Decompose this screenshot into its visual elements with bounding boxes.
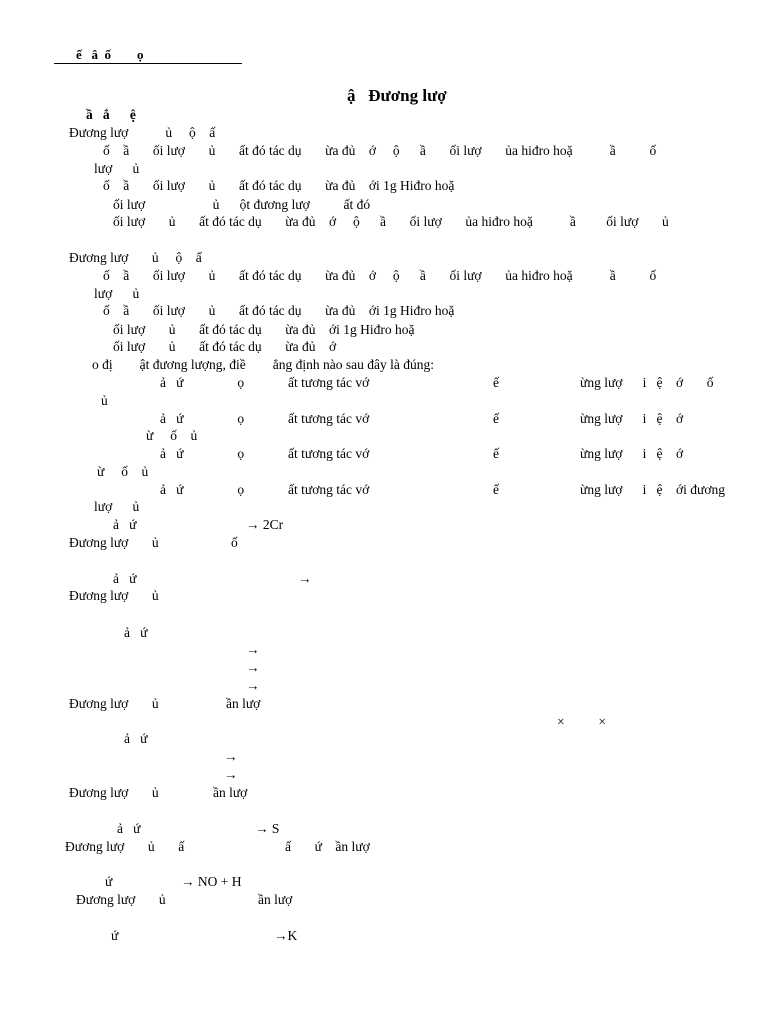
text-line: ối lượ ủ ất đó tác dụ ừa đủ ớ ộ ầ ối lượ ủa hiđro hoặ ầ ối lượ ủ (113, 214, 669, 229)
text-line: ả ứ (113, 517, 137, 532)
text-line: Đương lượ ủ (76, 892, 166, 907)
text-line: ừ ố ủ (97, 464, 149, 479)
header-rule (54, 63, 242, 64)
text-line: ố (231, 535, 238, 550)
text-line: ả ứ ọ ất tương tác vớ (160, 482, 370, 497)
text-line: lượ ủ (94, 286, 140, 301)
text-line: ế (493, 375, 499, 390)
text-line: ứ (105, 874, 113, 889)
text-line: Đương lượ ủ (69, 588, 159, 603)
text-line: ừ ố ủ (146, 428, 198, 443)
text-line: ả ứ ọ ất tương tác vớ (160, 446, 370, 461)
text-line: ấ ứ ần lượ (285, 839, 370, 854)
text-line: × × (557, 714, 606, 729)
text-line: → (246, 642, 260, 657)
section-title: ậ Đương lượ (347, 86, 447, 105)
text-line: ố ầ ối lượ ủ ất đó tác dụ ừa đủ ớ ộ ầ ối lượ ủa hiđro hoặ ầ ố (103, 268, 657, 283)
text-line: → 2Cr (246, 517, 284, 532)
text-line: ừng lượ i ệ ớ ố (580, 375, 714, 390)
text-line: lượ ủ (94, 161, 140, 176)
text-line: ả ứ ọ ất tương tác vớ (160, 411, 370, 426)
text-line: → (224, 749, 238, 764)
text-line: → S (255, 821, 280, 836)
text-line: ế (493, 446, 499, 461)
text-line: Đương lượ ủ ộ ấ (69, 250, 202, 265)
text-line: ối lượ ủ ất đó tác dụ ừa đủ ới 1g Hiđro hoặ (113, 322, 415, 337)
text-line: ừng lượ i ệ ớ (580, 446, 684, 461)
text-line: ế (493, 411, 499, 426)
text-line: Đương lượ ủ (69, 696, 159, 711)
text-line: ố ầ ối lượ ủ ất đó tác dụ ừa đủ ớ ộ ầ ối lượ ủa hiđro hoặ ầ ố (103, 143, 657, 158)
text-line: ừng lượ i ệ ới đương (580, 482, 725, 497)
text-line: → (246, 660, 260, 675)
text-line: Đương lượ ủ ộ ấ (69, 125, 216, 140)
text-line: ần lượ (213, 785, 248, 800)
text-line: ế (493, 482, 499, 497)
text-line: ố ầ ối lượ ủ ất đó tác dụ ừa đủ ới 1g Hiđro hoặ (103, 178, 455, 193)
text-line: ừng lượ i ệ ớ (580, 411, 684, 426)
text-line: →K (274, 928, 298, 943)
text-line: → NO + H (181, 874, 242, 889)
text-line: ả ứ (117, 821, 141, 836)
text-line: ần lượ (226, 696, 261, 711)
text-line: o đị ật đương lượng, điề ẳng định nào sau đây là đúng: (92, 357, 434, 372)
text-line: → (224, 767, 238, 782)
text-line: ứ (111, 928, 119, 943)
text-line: ủ (101, 393, 108, 408)
text-line: ầ ắ ệ (86, 107, 136, 122)
text-line: ần lượ (258, 892, 293, 907)
text-line: → (298, 571, 312, 586)
text-line: → (246, 678, 260, 693)
text-line: ả ứ (124, 731, 148, 746)
text-line: ối lượ ủ ất đó tác dụ ừa đủ ớ (113, 339, 337, 354)
text-line: Đương lượ ủ (69, 535, 159, 550)
text-line: ả ứ ọ ất tương tác vớ (160, 375, 370, 390)
text-line: ả ứ (113, 571, 137, 586)
text-line: Đương lượ ủ ấ (65, 839, 185, 854)
text-line: ối lượ ủ ột đương lượ ất đó (113, 197, 371, 212)
page-header: ế â ố ọ (76, 47, 144, 62)
text-line: ả ứ (124, 625, 148, 640)
text-line: ố ầ ối lượ ủ ất đó tác dụ ừa đủ ới 1g Hiđro hoặ (103, 303, 455, 318)
text-line: lượ ủ (94, 499, 140, 514)
text-line: Đương lượ ủ (69, 785, 159, 800)
